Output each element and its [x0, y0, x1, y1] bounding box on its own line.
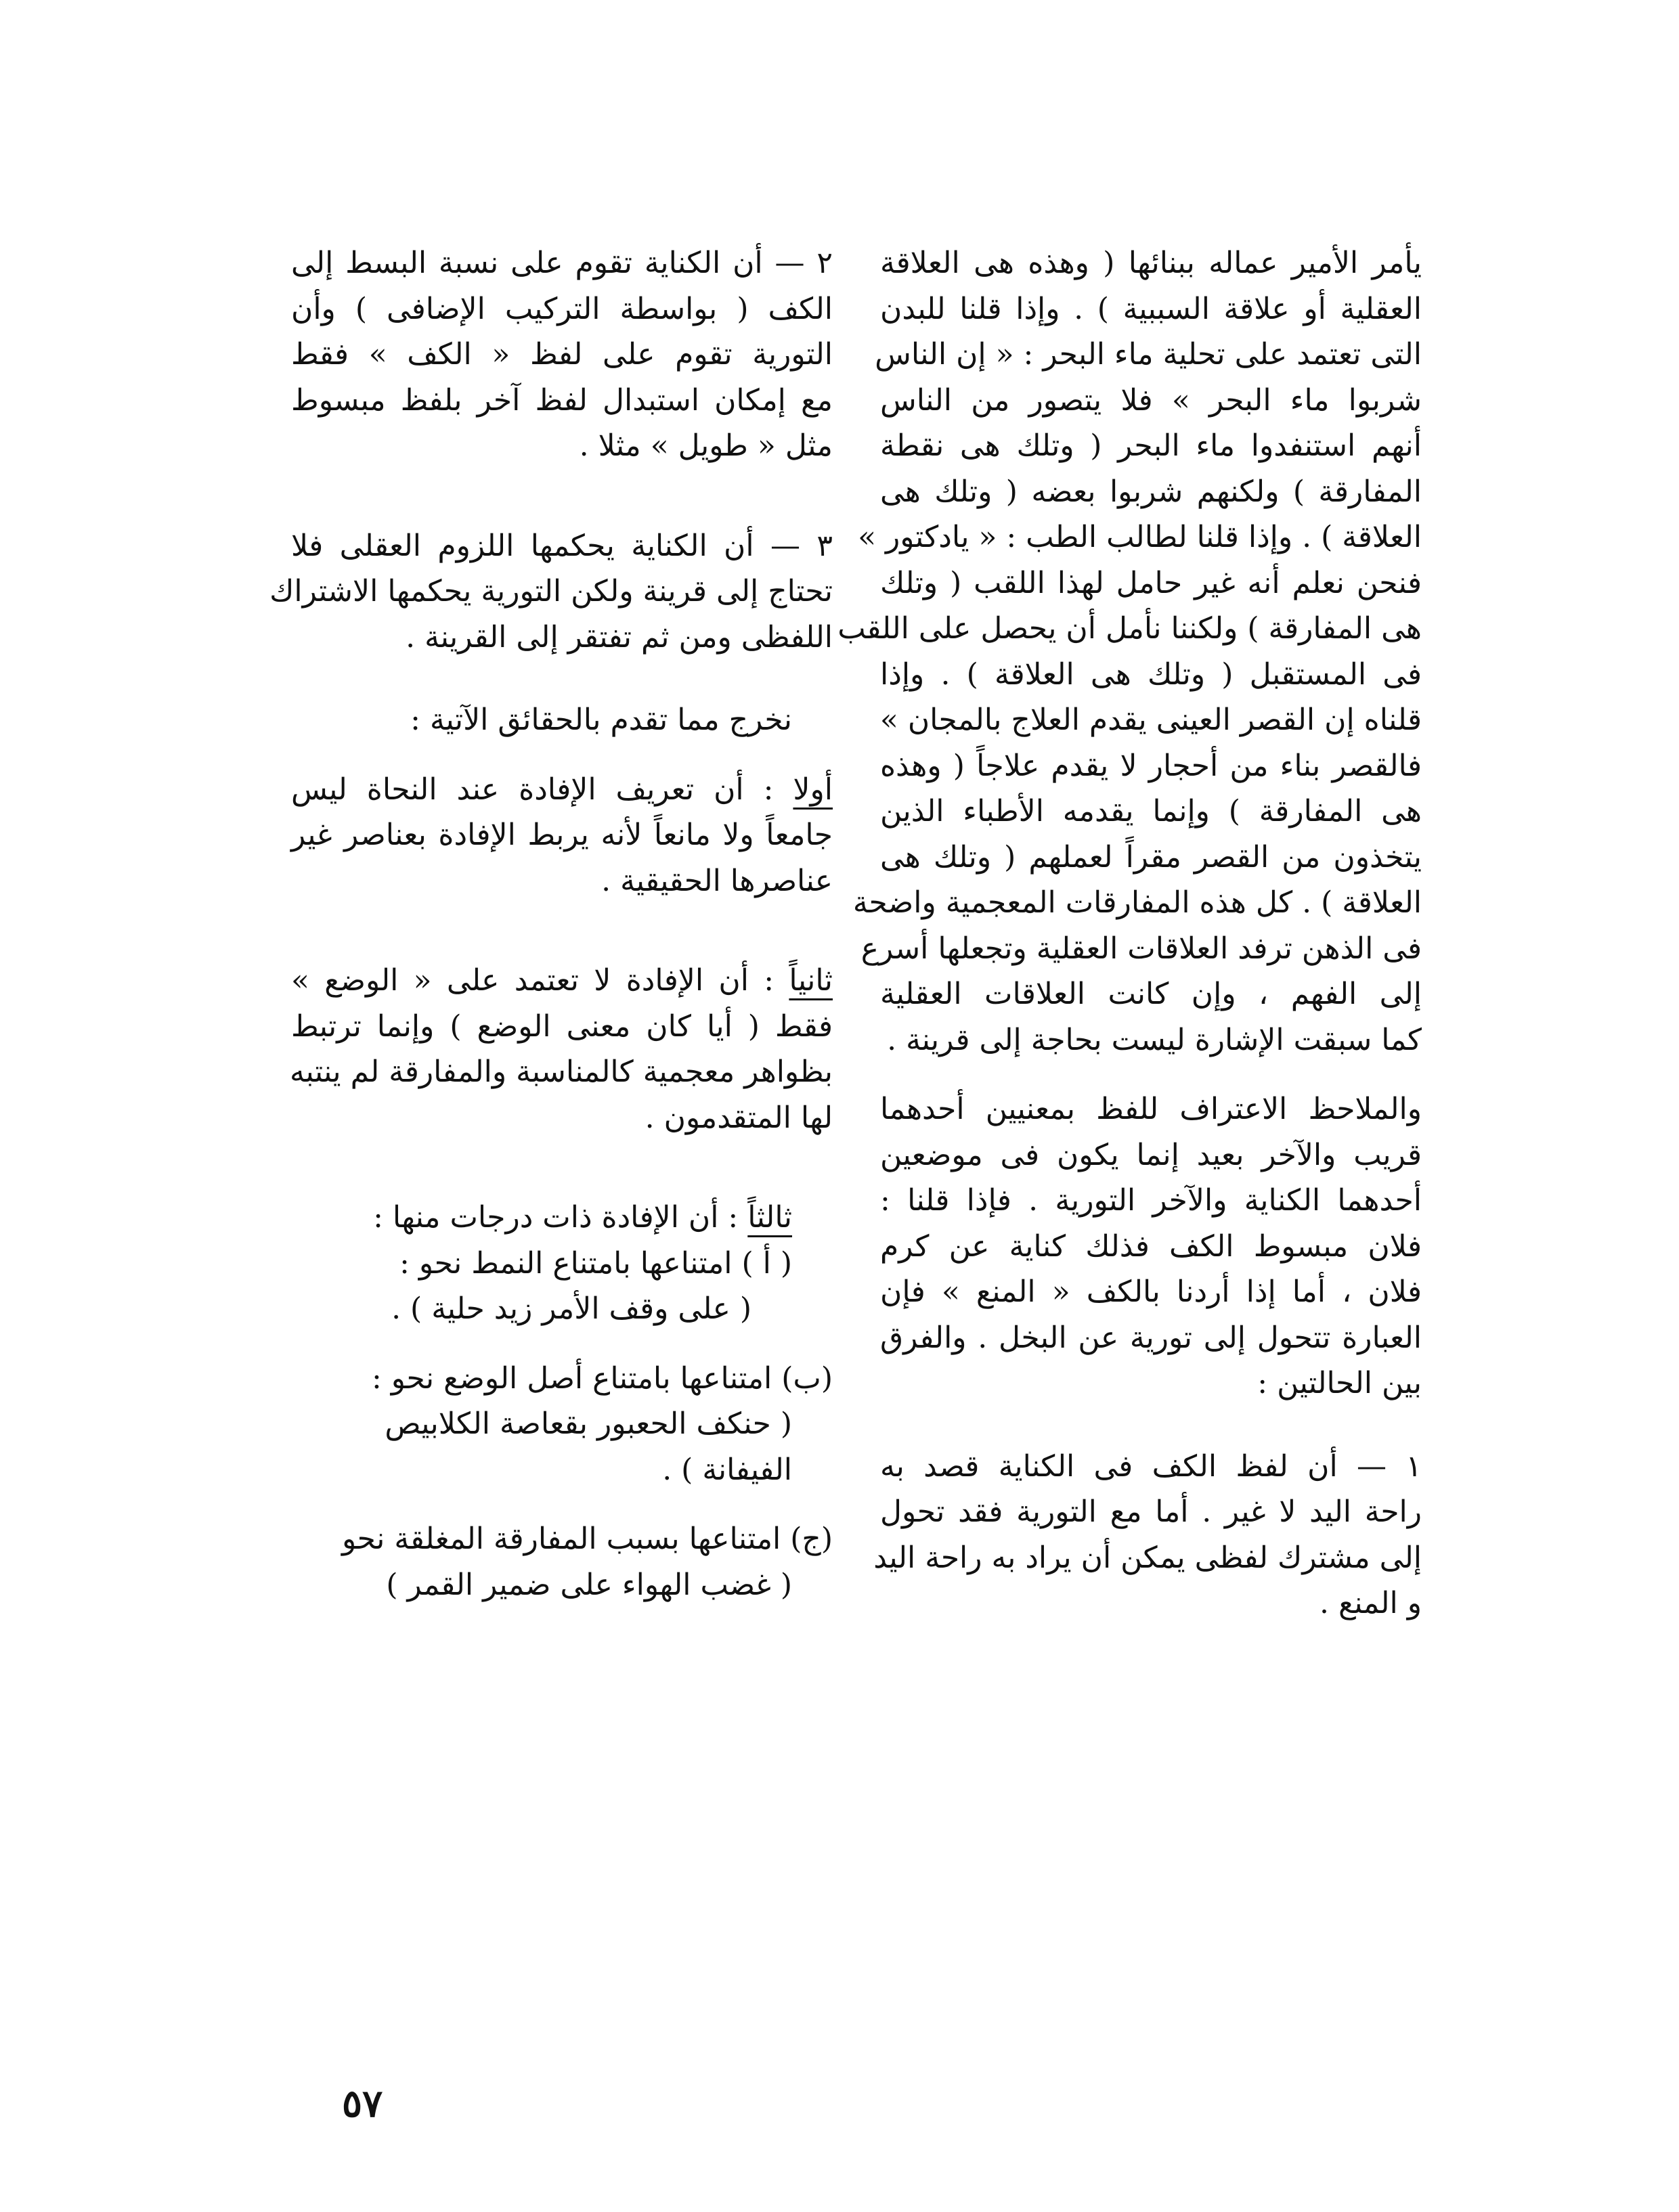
text-line: عناصرها الحقيقية .: [601, 863, 833, 898]
text-line: [291, 1195, 833, 1241]
text-line: الكف ( بواسطة التركيب الإضافى ) وأن: [291, 291, 833, 326]
text-line: إلى الفهم ، وإن كانت العلاقات العقلية: [880, 977, 1422, 1011]
text-line: [291, 958, 833, 1004]
text-line: والملاحظ الاعتراف للفظ بمعنيين أحدهما: [880, 1092, 1422, 1126]
text-line: التى تعتمد على تحلية ماء البحر : « إن الناس: [875, 337, 1422, 372]
item-b-example-cont: الفيفانة ) .: [662, 1452, 792, 1487]
text-line: إلى مشترك لفظى يمكن أن يراد به راحة اليد: [873, 1540, 1422, 1575]
third-rest: : أن الإفادة ذات درجات منها :: [373, 1200, 748, 1235]
first-rest: : أن تعريف الإفادة عند النحاة ليس: [291, 772, 793, 807]
item-c-example: ( غضب الهواء على ضمير القمر ): [386, 1567, 792, 1602]
text-line: هى المفارقة ) ولكننا نأمل أن يحصل على اللقب: [837, 611, 1422, 646]
text-line: لها المتقدمون .: [645, 1100, 833, 1135]
text-line: بين الحالتين :: [1257, 1366, 1422, 1400]
text-line: ١ — أن لفظ الكف فى الكناية قصد به: [880, 1448, 1422, 1484]
text-line: [291, 767, 833, 813]
text-line: بظواهر معجمية كالمناسبة والمفارقة لم ينتبه: [289, 1055, 833, 1089]
text-line: فى الذهن ترفد العلاقات العقلية وتجعلها أسرع: [860, 931, 1422, 966]
text-line: ٢ — أن الكناية تقوم على نسبة البسط إلى: [291, 246, 833, 280]
paragraph-item-b: [291, 1356, 833, 1493]
text-line: أحدهما الكناية والآخر التورية . فإذا قلنا :: [880, 1183, 1422, 1218]
first-lead: أولا: [793, 772, 833, 807]
text-line: فى المستقبل ( وتلك هى العلاقة ) . وإذا: [880, 657, 1422, 692]
text-line: فقط ( أيا كان معنى الوضع ) وإنما ترتبط: [291, 1009, 833, 1044]
text-line: العلاقة ) . كل هذه المفارقات المعجمية واضحة: [852, 885, 1422, 920]
paragraph-point-1: [873, 1444, 1422, 1627]
text-line: ٣ — أن الكناية يحكمها اللزوم العقلى فلا: [291, 528, 833, 563]
text-line: شربوا ماء البحر » فلا يتصور من الناس: [880, 382, 1422, 418]
text-line: مثل « طويل » مثلا .: [579, 428, 833, 463]
text-line: فالقصر بناء من أحجار لا يقدم علاجاً ( وهذه: [880, 748, 1422, 783]
text-line: نخرج مما تقدم بالحقائق الآتية :: [410, 703, 792, 737]
item-b: (ب) امتناعها بامتناع أصل الوضع نحو :: [371, 1361, 833, 1396]
item-a-example: ( على وقف الأمر زيد حلية ) .: [391, 1291, 751, 1326]
second-lead: ثانياً: [789, 963, 833, 998]
left-column: [269, 240, 833, 1608]
item-b-example: ( حنكف الحعبور بقعاصة الكلابيص: [385, 1407, 792, 1441]
paragraph-conclusions-intro: [291, 697, 833, 743]
text-line: التورية تقوم على لفظ « الكف » فقط: [291, 337, 833, 372]
text-line: كما سبقت الإشارة ليست بحاجة إلى قرينة .: [887, 1022, 1422, 1057]
second-rest: : أن الإفادة لا تعتمد على « الوضع »: [291, 963, 789, 998]
paragraph-item-c: [291, 1516, 833, 1608]
text-line: قريب والآخر بعيد إنما يكون فى موضعين: [880, 1137, 1422, 1172]
third-lead: ثالثاً: [747, 1200, 792, 1235]
text-line: يتخذون من القصر مقراً لعملهم ( وتلك هى: [880, 839, 1422, 875]
text-line: اللفظى ومن ثم تفتقر إلى القرينة .: [406, 619, 833, 655]
text-line: العبارة تتحول إلى تورية عن البخل . والفرق: [880, 1320, 1422, 1355]
paragraph-point-3: [269, 523, 833, 661]
paragraph-kinaya-tawriya: [880, 1086, 1422, 1407]
text-line: قلناه إن القصر العينى يقدم العلاج بالمجان »: [879, 703, 1422, 737]
text-line: أنهم استنفدوا ماء البحر ( وتلك هى نقطة: [880, 428, 1422, 463]
item-a: ( أ ) امتناعها بامتناع النمط نحو :: [399, 1245, 792, 1281]
text-line: فلان ، أما إذا أردنا بالكف « المنع » فإن: [880, 1275, 1422, 1309]
right-column: [837, 240, 1422, 1627]
page-number: ٥٧: [342, 2081, 383, 2126]
paragraph-third-fact: [291, 1195, 833, 1332]
text-line: فنحن نعلم أنه غير حامل لهذا اللقب ( وتلك: [880, 565, 1422, 600]
text-line: و المنع .: [1320, 1586, 1422, 1620]
item-c: (ج) امتناعها بسبب المفارقة المغلقة نحو: [341, 1522, 833, 1556]
text-line: يأمر الأمير عماله ببنائها ( وهذه هى العلاقة: [880, 246, 1422, 280]
paragraph-first-fact: [291, 767, 833, 904]
paragraph-mufaraqa-examples: [837, 240, 1422, 1063]
text-line: العقلية أو علاقة السببية ) . وإذا قلنا للبدن: [880, 291, 1422, 326]
text-line: فلان مبسوط الكف فذلك كناية عن كرم: [880, 1229, 1422, 1264]
text-line: جامعاً ولا مانعاً لأنه يربط الإفادة بعناصر غير: [291, 818, 833, 852]
text-line: راحة اليد لا غير . أما مع التورية فقد تحول: [880, 1495, 1422, 1529]
text-line: تحتاج إلى قرينة ولكن التورية يحكمها الاشتراك: [269, 574, 833, 609]
paragraph-point-2: [291, 240, 833, 469]
text-line: المفارقة ) ولكنهم شربوا بعضه ( وتلك هى: [880, 474, 1422, 509]
text-line: مع إمكان استبدال لفظ آخر بلفظ مبسوط: [291, 382, 833, 418]
text-line: العلاقة ) . وإذا قلنا لطالب الطب : « يادكتور »: [858, 520, 1422, 554]
paragraph-second-fact: [291, 958, 833, 1141]
text-line: هى المفارقة ) وإنما يقدمه الأطباء الذين: [880, 794, 1422, 828]
